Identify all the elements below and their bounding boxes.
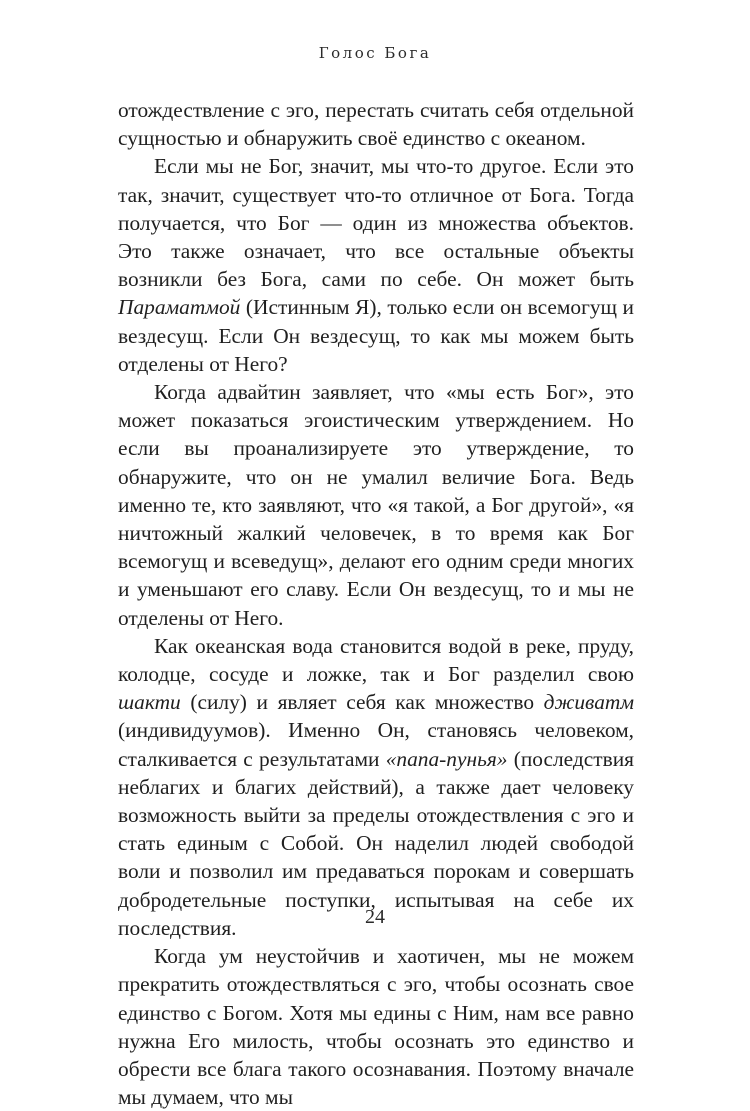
text-run: (последствия неблагих и благих действий), а также дает человеку возможность выйти за пределы отождествления с эго и стать единым с Собой. Он наделил людей свободой воли и позволил им предаваться порокам и совершать добродетельные поступки, испытывая на себе их последствия. xyxy=(118,746,635,940)
text-run: Как океанская вода становится водой в реке, пруду, колодце, сосуде и ложке, так и Бог разделил свою xyxy=(118,633,634,687)
text-run: Когда ум неустойчив и хаотичен, мы не можем прекратить отождествляться с эго, чтобы осознать свое единство с Богом. Хотя мы едины с Ним, нам все равно нужна Его милость, чтобы осознать это единство и обрести все блага такого осознавания. Поэтому вначале мы думаем, что мы xyxy=(118,944,634,1110)
paragraph xyxy=(118,96,634,152)
text-run: (Истинным Я), только если он всемогущ и вездесущ. Если Он вездесущ, то как мы можем быть отделены от Него? xyxy=(118,295,634,376)
text-run: (силу) и являет себя как множество xyxy=(180,690,544,715)
text-run: (индивидуумов). Именно Он, становясь человеком, сталкивается с результатами xyxy=(118,718,634,771)
paragraph xyxy=(118,152,634,378)
text-run: отождествление с эго, перестать считать себя отдельной сущностью и обнаружить своё единство с океаном. xyxy=(118,98,634,151)
italic-term: шакти xyxy=(118,690,181,715)
body-text xyxy=(118,96,634,1111)
running-head: Голос Бога xyxy=(318,44,432,62)
paragraph xyxy=(118,378,634,632)
italic-term: «папа-пунья» xyxy=(385,746,508,771)
text-run: Если мы не Бог, значит, мы что-то другое. Если это так, значит, существует что-то отличное от Бога. Тогда получается, что Бог — один из множества объектов. Это также означает, что все остальные объекты возникли без Бога, сами по себе. Он может быть xyxy=(118,154,634,292)
paragraph xyxy=(118,632,634,942)
italic-term: Параматмой xyxy=(118,295,241,320)
italic-term: дживатм xyxy=(543,690,634,715)
page-number: 24 xyxy=(365,906,385,928)
text-run: Когда адвайтин заявляет, что «мы есть Бог», это может показаться эгоистическим утверждением. Но если вы проанализируете это утверждение, то обнаружите, что он не умалил величие Бога. Ведь именно те, кто заявляют, что «я такой, а Бог другой», «я ничтожный жалкий человечек, в то время как Бог всемогущ и всеведущ», делают его одним среди многих и уменьшают его славу. Если Он вездесущ, то и мы не отделены от Него. xyxy=(118,380,634,630)
paragraph xyxy=(118,942,634,1111)
